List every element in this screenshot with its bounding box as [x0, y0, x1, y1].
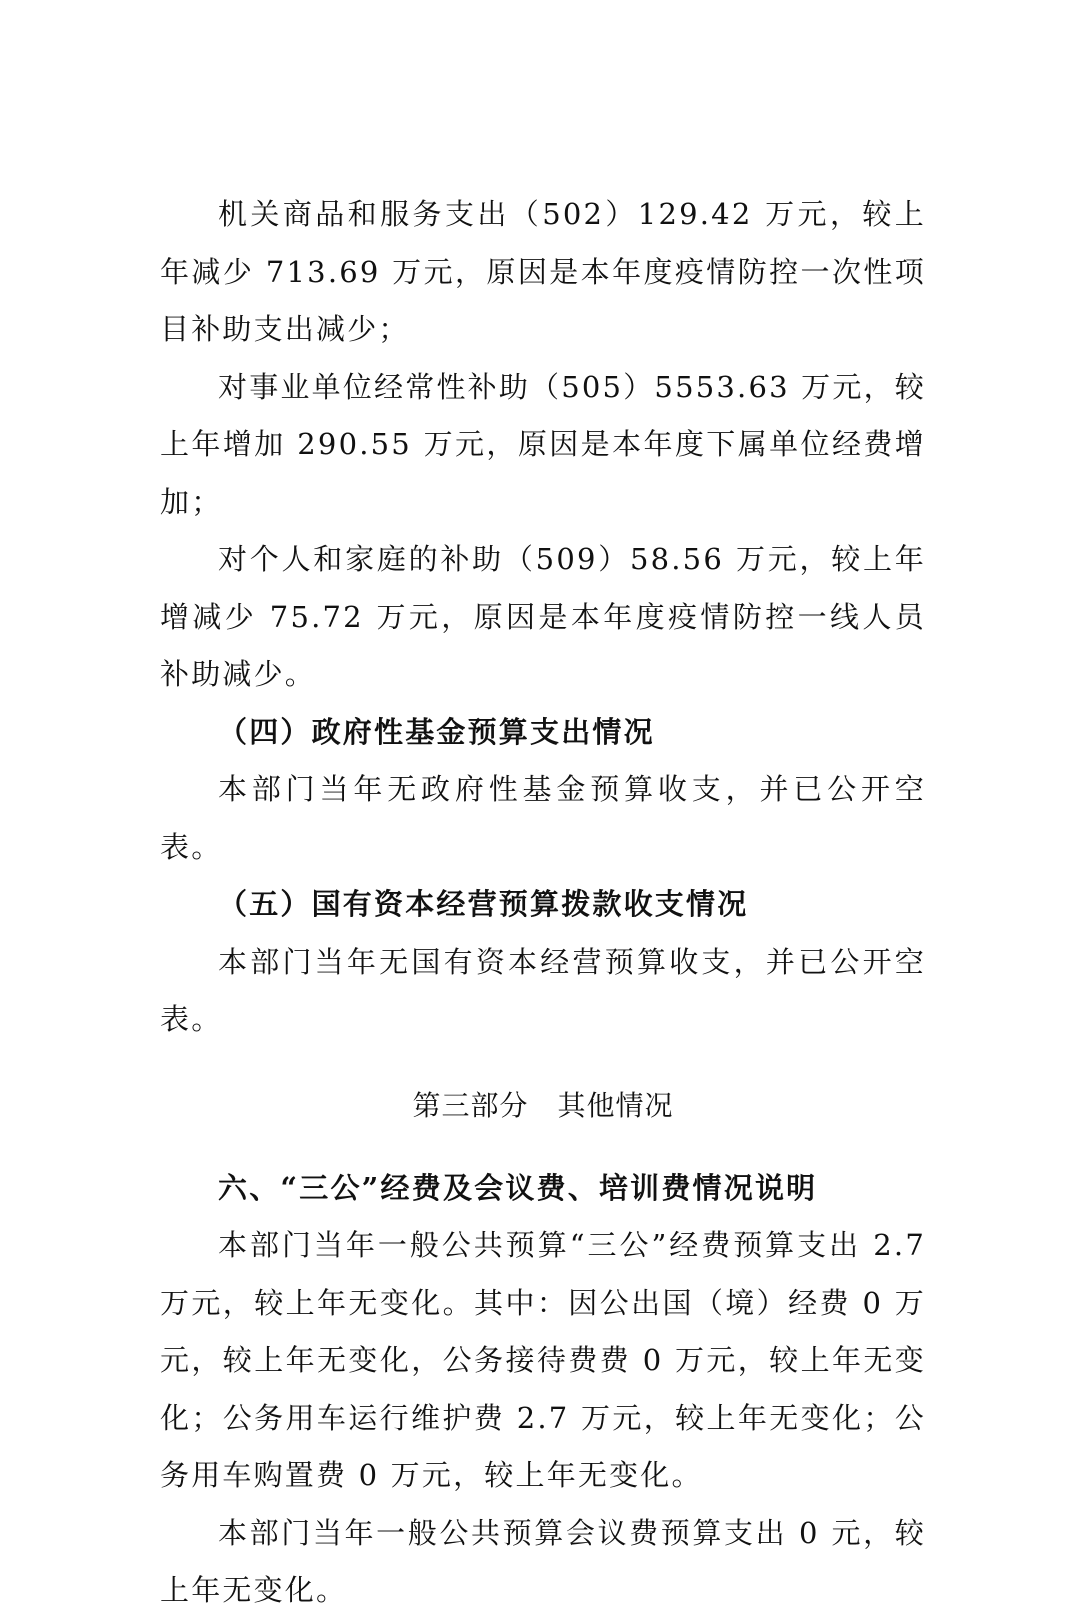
paragraph-government-fund: 本部门当年无政府性基金预算收支，并已公开空表。: [160, 772, 926, 864]
paragraph-state-capital: 本部门当年无国有资本经营预算收支，并已公开空表。: [160, 944, 926, 1036]
paragraph-three-public-expenses: 本部门当年一般公共预算“三公”经费预算支出 2.7 万元，较上年无变化。其中：因公出国（境）经费 0 万元，较上年无变化，公务接待费费 0 万元，较上年无变化；公务用车运行维护费 2.7 万元，较上年无变化；公务用车购置费 0 万元，较上年无变化。: [160, 1228, 926, 1492]
heading-three-public-expenses: 六、“三公”经费及会议费、培训费情况说明: [218, 1170, 818, 1205]
heading-state-capital: （五）国有资本经营预算拨款收支情况: [218, 887, 749, 921]
paragraph-personal-subsidy: 对个人和家庭的补助（509）58.56 万元，较上年增减少 75.72 万元，原因是本年度疫情防控一线人员补助减少。: [160, 542, 926, 691]
document-page: [160, 186, 926, 1620]
paragraph-institution-subsidy: 对事业单位经常性补助（505）5553.63 万元，较上年增加 290.55 万元，原因是本年度下属单位经费增加；: [160, 369, 926, 519]
paragraph-meeting-expenses: 本部门当年一般公共预算会议费预算支出 0 元，较上年无变化。: [160, 1515, 926, 1607]
part-three-title: 第三部分 其他情况: [412, 1088, 674, 1122]
paragraph-goods-services: 机关商品和服务支出（502）129.42 万元，较上年减少 713.69 万元，原因是本年度疫情防控一次性项目补助支出减少；: [160, 197, 926, 346]
heading-government-fund: （四）政府性基金预算支出情况: [218, 714, 655, 749]
